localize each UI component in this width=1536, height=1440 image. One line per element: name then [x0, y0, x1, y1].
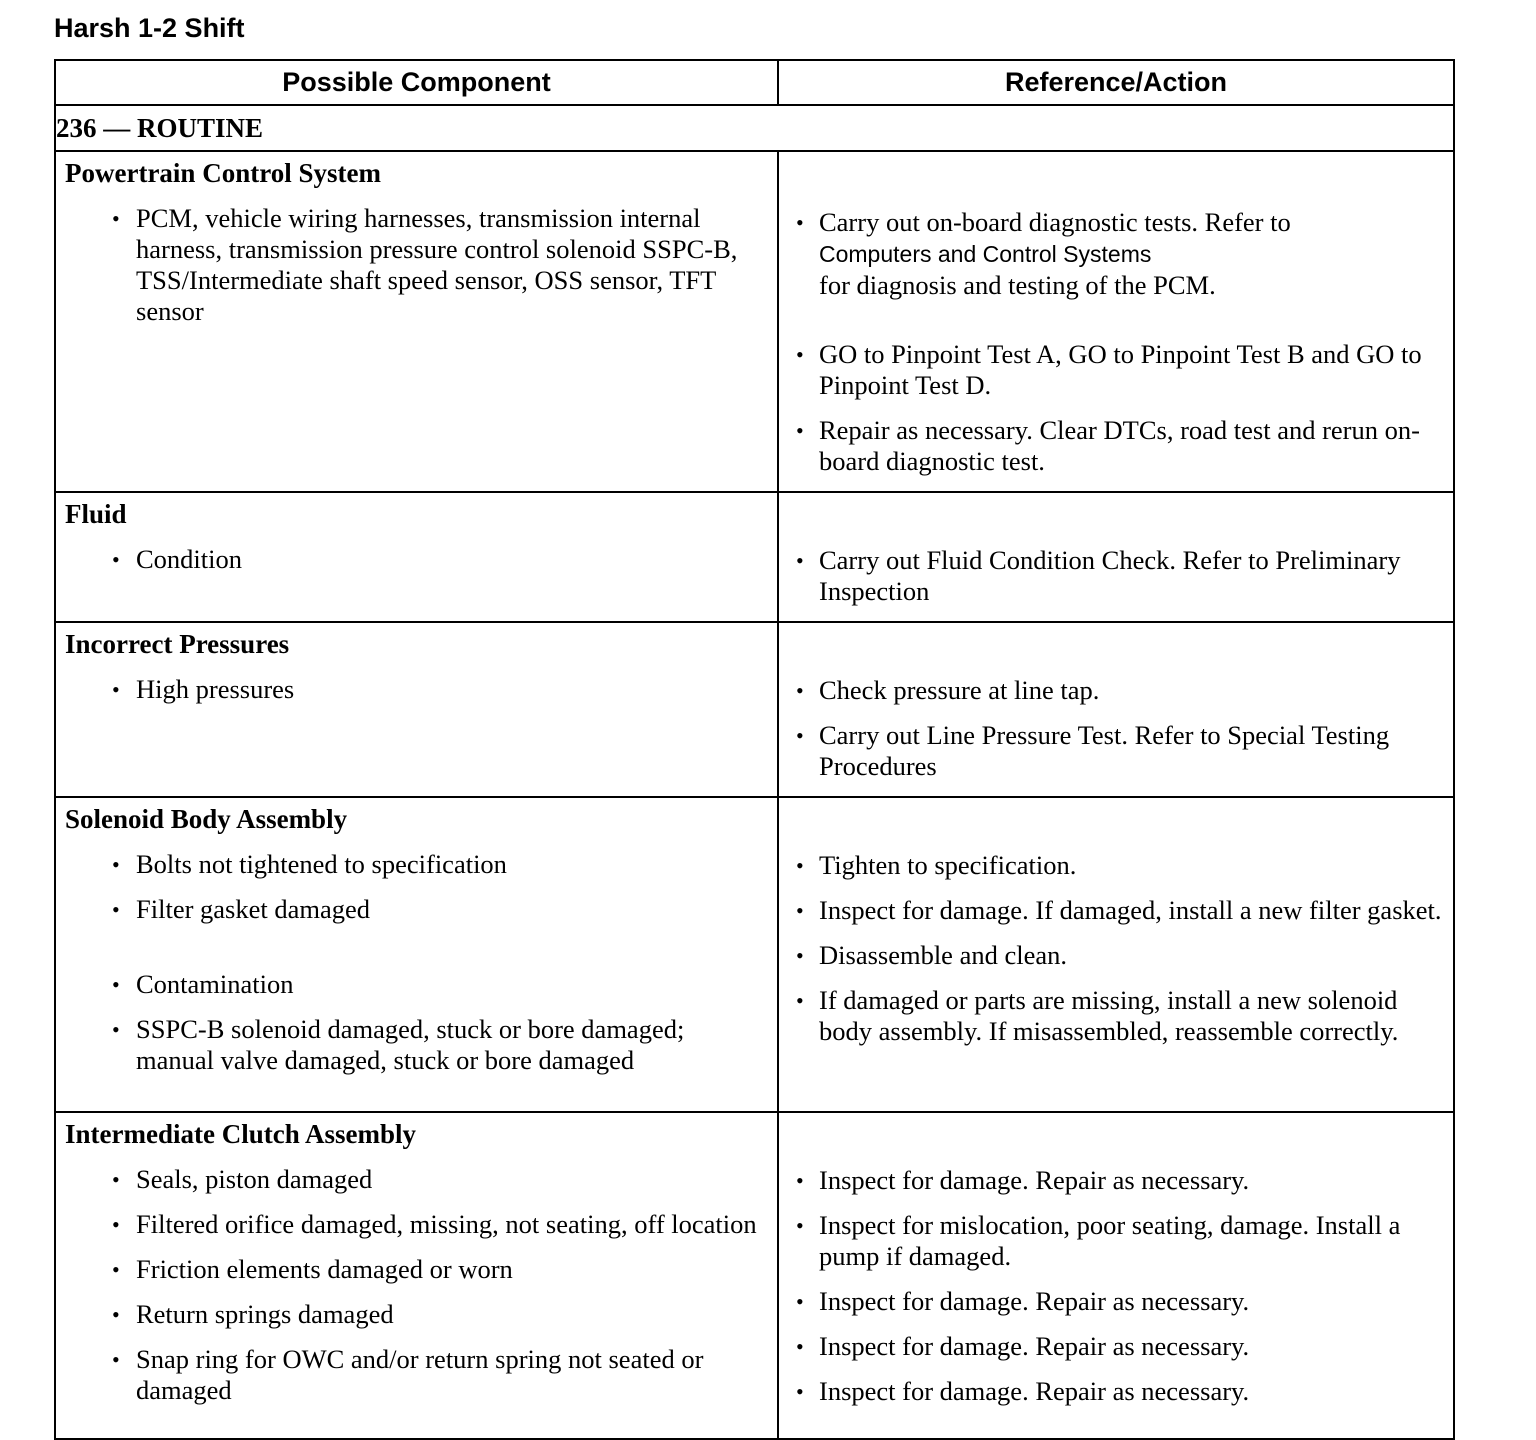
header-possible-component: Possible Component: [55, 60, 778, 105]
list-item: • If damaged or parts are missing, install a new solenoid body assembly. If misassembled, reassemble correctly.: [779, 985, 1453, 1047]
component-title: Powertrain Control System: [65, 158, 381, 188]
table-header: [55, 60, 1454, 105]
list-item: • Disassemble and clean.: [779, 940, 1453, 971]
action-cell: [778, 797, 1454, 1112]
list-item: • Tighten to specification.: [779, 850, 1453, 881]
component-list: [56, 674, 777, 705]
action-text: Carry out on-board diagnostic tests. Refer to: [819, 207, 1291, 237]
diagnosis-table: [54, 59, 1455, 1440]
action-cell: [778, 151, 1454, 492]
list-item: [779, 207, 1453, 301]
list-item: • Inspect for mislocation, poor seating, damage. Install a pump if damaged.: [779, 1210, 1453, 1272]
action-cell: [778, 492, 1454, 622]
action-list: [779, 850, 1453, 1047]
list-item: • Inspect for damage. Repair as necessary.: [779, 1376, 1453, 1407]
reference-link[interactable]: Computers and Control Systems: [819, 241, 1152, 267]
table-row: [55, 622, 1454, 797]
component-list: [56, 203, 777, 327]
action-text-continued: for diagnosis and testing of the PCM.: [819, 270, 1216, 300]
list-item: • Condition: [56, 544, 777, 575]
table-row: [55, 492, 1454, 622]
list-item: • Return springs damaged: [56, 1299, 777, 1330]
list-item: • Inspect for damage. If damaged, install a new filter gasket.: [779, 895, 1453, 926]
table-row: [55, 1112, 1454, 1439]
action-list: [779, 1165, 1453, 1407]
list-item: • Repair as necessary. Clear DTCs, road test and rerun on-board diagnostic test.: [779, 415, 1453, 477]
routine-label: 236 — ROUTINE: [55, 105, 1454, 151]
list-item: • GO to Pinpoint Test A, GO to Pinpoint Test B and GO to Pinpoint Test D.: [779, 339, 1453, 401]
list-item: • Friction elements damaged or worn: [56, 1254, 777, 1285]
list-item: • Bolts not tightened to specification: [56, 849, 777, 880]
component-cell: [55, 151, 778, 492]
component-title: Incorrect Pressures: [65, 629, 290, 659]
table-row: [55, 797, 1454, 1112]
component-cell: [55, 492, 778, 622]
list-item: • High pressures: [56, 674, 777, 705]
list-item: • SSPC-B solenoid damaged, stuck or bore damaged; manual valve damaged, stuck or bore damaged: [56, 1014, 777, 1076]
action-cell: [778, 1112, 1454, 1439]
list-item: • Carry out Line Pressure Test. Refer to Special Testing Procedures: [779, 720, 1453, 782]
component-cell: [55, 1112, 778, 1439]
list-item: • Seals, piston damaged: [56, 1164, 777, 1195]
list-item: • Inspect for damage. Repair as necessary.: [779, 1331, 1453, 1362]
list-item: • Inspect for damage. Repair as necessary.: [779, 1286, 1453, 1317]
component-list: [56, 544, 777, 575]
component-list: [56, 1164, 777, 1406]
list-item: • Filter gasket damaged: [56, 894, 777, 925]
list-item: • Contamination: [56, 969, 777, 1000]
list-item: • Carry out Fluid Condition Check. Refer to Preliminary Inspection: [779, 545, 1453, 607]
list-item: • Snap ring for OWC and/or return spring not seated or damaged: [56, 1344, 777, 1406]
component-title: Intermediate Clutch Assembly: [65, 1119, 416, 1149]
list-item: • Filtered orifice damaged, missing, not seating, off location: [56, 1209, 777, 1240]
component-cell: [55, 622, 778, 797]
action-list: [779, 207, 1453, 477]
list-item: • Inspect for damage. Repair as necessary.: [779, 1165, 1453, 1196]
action-list: [779, 545, 1453, 607]
component-title: Fluid: [65, 499, 127, 529]
component-cell: [55, 797, 778, 1112]
component-list: [56, 849, 777, 1076]
header-reference-action: Reference/Action: [778, 60, 1454, 105]
action-list: [779, 675, 1453, 782]
table-row: [55, 151, 1454, 492]
list-item: • PCM, vehicle wiring harnesses, transmission internal harness, transmission pressure control solenoid SSPC-B, TSS/Intermediate shaft speed sensor, OSS sensor, TFT sensor: [56, 203, 777, 327]
action-cell: [778, 622, 1454, 797]
page-title: Harsh 1-2 Shift: [54, 13, 245, 43]
component-title: Solenoid Body Assembly: [65, 804, 348, 834]
list-item: • Check pressure at line tap.: [779, 675, 1453, 706]
